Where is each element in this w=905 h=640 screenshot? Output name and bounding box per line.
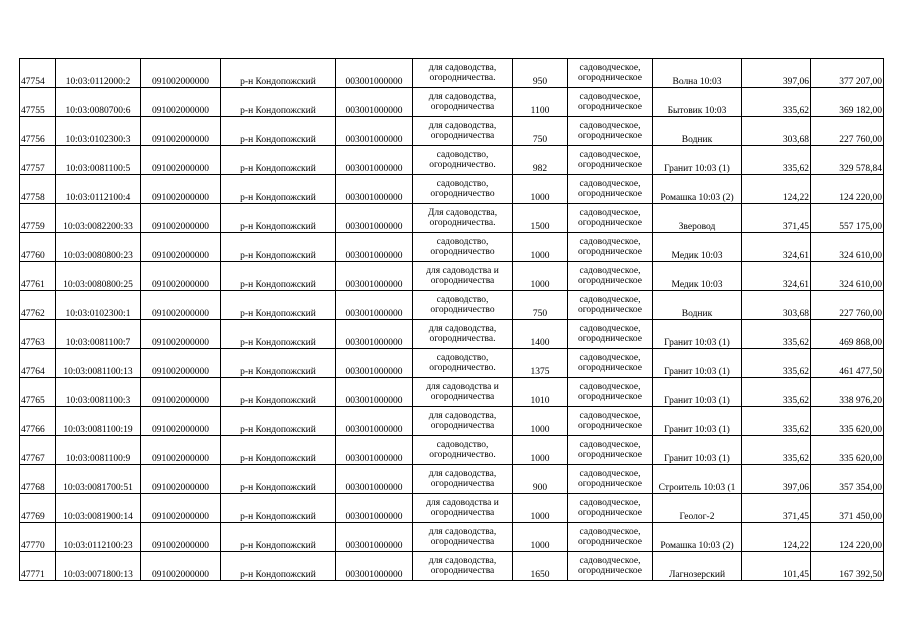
permitted-use-line-2: огородничества bbox=[430, 102, 495, 112]
area-cell: 1500 bbox=[513, 204, 568, 233]
table-row bbox=[20, 291, 884, 320]
usage-category-line-2: огородническое bbox=[577, 218, 643, 228]
district-cell: р-н Кондопожский bbox=[221, 146, 336, 175]
cadastral-number-cell: 10:03:0081100:7 bbox=[56, 320, 141, 349]
usage-category-cell bbox=[568, 117, 653, 146]
district-cell: р-н Кондопожский bbox=[221, 175, 336, 204]
cadastral-value-cell: 124 220,00 bbox=[811, 523, 884, 552]
record-number-cell: 47766 bbox=[20, 407, 56, 436]
okato-code-cell: 091002000000 bbox=[141, 320, 221, 349]
cadastral-value-cell: 324 610,00 bbox=[811, 262, 884, 291]
usage-category-cell bbox=[568, 494, 653, 523]
table-row bbox=[20, 349, 884, 378]
cadastral-value-cell: 324 610,00 bbox=[811, 233, 884, 262]
society-name-cell: Ромашка 10:03 (2) bbox=[653, 175, 742, 204]
permitted-use-cell bbox=[413, 175, 513, 204]
permitted-use-cell bbox=[413, 349, 513, 378]
table-row bbox=[20, 523, 884, 552]
usage-category-line-2: огородническое bbox=[577, 479, 643, 489]
specific-value-cell: 324,61 bbox=[742, 233, 811, 262]
district-cell: р-н Кондопожский bbox=[221, 465, 336, 494]
usage-category-line-2: огородническое bbox=[577, 334, 643, 344]
permitted-use-line-2: огородничества bbox=[430, 276, 495, 286]
specific-value-cell: 335,62 bbox=[742, 378, 811, 407]
permitted-use-line-1: для садоводства, bbox=[428, 411, 497, 421]
specific-value-cell: 371,45 bbox=[742, 494, 811, 523]
district-cell: р-н Кондопожский bbox=[221, 378, 336, 407]
permitted-use-line-2: огородничества bbox=[430, 131, 495, 141]
usage-category-cell bbox=[568, 320, 653, 349]
usage-category-cell bbox=[568, 378, 653, 407]
cadastral-number-cell: 10:03:0112000:2 bbox=[56, 59, 141, 88]
specific-value-cell: 324,61 bbox=[742, 262, 811, 291]
record-number-cell: 47755 bbox=[20, 88, 56, 117]
usage-category-line-2: огородническое bbox=[577, 276, 643, 286]
cadastral-number-cell: 10:03:0112100:4 bbox=[56, 175, 141, 204]
permitted-use-line-2: огородничества bbox=[430, 508, 495, 518]
category-code-cell: 003001000000 bbox=[336, 494, 413, 523]
permitted-use-cell bbox=[413, 378, 513, 407]
okato-code-cell: 091002000000 bbox=[141, 146, 221, 175]
usage-category-cell bbox=[568, 59, 653, 88]
usage-category-line-1: садоводческое, bbox=[579, 469, 641, 479]
society-name-cell: Медик 10:03 bbox=[653, 262, 742, 291]
usage-category-line-1: садоводческое, bbox=[579, 237, 641, 247]
permitted-use-cell bbox=[413, 291, 513, 320]
okato-code-cell: 091002000000 bbox=[141, 523, 221, 552]
table-row bbox=[20, 146, 884, 175]
specific-value-cell: 303,68 bbox=[742, 291, 811, 320]
record-number-cell: 47758 bbox=[20, 175, 56, 204]
usage-category-line-2: огородническое bbox=[577, 392, 643, 402]
usage-category-line-1: садоводческое, bbox=[579, 324, 641, 334]
usage-category-line-2: огородническое bbox=[577, 189, 643, 199]
usage-category-line-1: садоводческое, bbox=[579, 440, 641, 450]
record-number-cell: 47763 bbox=[20, 320, 56, 349]
record-number-cell: 47765 bbox=[20, 378, 56, 407]
permitted-use-line-2: огородничества. bbox=[429, 218, 496, 228]
usage-category-line-1: садоводческое, bbox=[579, 150, 641, 160]
usage-category-line-2: огородническое bbox=[577, 537, 643, 547]
usage-category-line-2: огородническое bbox=[577, 508, 643, 518]
permitted-use-line-1: для садоводства, bbox=[428, 324, 497, 334]
cadastral-number-cell: 10:03:0080800:25 bbox=[56, 262, 141, 291]
district-cell: р-н Кондопожский bbox=[221, 407, 336, 436]
category-code-cell: 003001000000 bbox=[336, 436, 413, 465]
permitted-use-line-2: огородничество bbox=[430, 305, 495, 315]
okato-code-cell: 091002000000 bbox=[141, 465, 221, 494]
permitted-use-line-1: садоводство, bbox=[436, 237, 489, 247]
okato-code-cell: 091002000000 bbox=[141, 494, 221, 523]
area-cell: 1100 bbox=[513, 88, 568, 117]
district-cell: р-н Кондопожский bbox=[221, 494, 336, 523]
specific-value-cell: 124,22 bbox=[742, 523, 811, 552]
usage-category-cell bbox=[568, 146, 653, 175]
category-code-cell: 003001000000 bbox=[336, 349, 413, 378]
society-name-cell: Гранит 10:03 (1) bbox=[653, 407, 742, 436]
usage-category-cell bbox=[568, 523, 653, 552]
category-code-cell: 003001000000 bbox=[336, 523, 413, 552]
district-cell: р-н Кондопожский bbox=[221, 523, 336, 552]
usage-category-line-1: садоводческое, bbox=[579, 63, 641, 73]
permitted-use-cell bbox=[413, 320, 513, 349]
cadastral-number-cell: 10:03:0112100:23 bbox=[56, 523, 141, 552]
usage-category-line-2: огородническое bbox=[577, 450, 643, 460]
specific-value-cell: 335,62 bbox=[742, 88, 811, 117]
cadastral-value-cell: 557 175,00 bbox=[811, 204, 884, 233]
usage-category-line-2: огородническое bbox=[577, 131, 643, 141]
usage-category-cell bbox=[568, 407, 653, 436]
specific-value-cell: 371,45 bbox=[742, 204, 811, 233]
society-name-cell: Гранит 10:03 (1) bbox=[653, 349, 742, 378]
permitted-use-line-1: для садоводства, bbox=[428, 527, 497, 537]
permitted-use-line-2: огородничества bbox=[430, 421, 495, 431]
usage-category-line-2: огородническое bbox=[577, 160, 643, 170]
society-name-cell: Геолог-2 bbox=[653, 494, 742, 523]
cadastral-number-cell: 10:03:0080800:23 bbox=[56, 233, 141, 262]
usage-category-cell bbox=[568, 175, 653, 204]
usage-category-cell bbox=[568, 291, 653, 320]
permitted-use-cell bbox=[413, 465, 513, 494]
area-cell: 1000 bbox=[513, 262, 568, 291]
category-code-cell: 003001000000 bbox=[336, 59, 413, 88]
society-name-cell: Гранит 10:03 (1) bbox=[653, 320, 742, 349]
usage-category-line-1: садоводческое, bbox=[579, 179, 641, 189]
permitted-use-line-1: садоводство, bbox=[436, 179, 489, 189]
permitted-use-line-1: для садоводства, bbox=[428, 63, 497, 73]
record-number-cell: 47769 bbox=[20, 494, 56, 523]
usage-category-cell bbox=[568, 88, 653, 117]
okato-code-cell: 091002000000 bbox=[141, 233, 221, 262]
society-name-cell: Водник bbox=[653, 117, 742, 146]
district-cell: р-н Кондопожский bbox=[221, 204, 336, 233]
permitted-use-cell bbox=[413, 146, 513, 175]
area-cell: 1650 bbox=[513, 552, 568, 581]
permitted-use-line-2: огородничества bbox=[430, 566, 495, 576]
district-cell: р-н Кондопожский bbox=[221, 117, 336, 146]
cadastral-value-cell: 371 450,00 bbox=[811, 494, 884, 523]
permitted-use-cell bbox=[413, 552, 513, 581]
permitted-use-line-1: для садоводства, bbox=[428, 556, 497, 566]
district-cell: р-н Кондопожский bbox=[221, 291, 336, 320]
permitted-use-line-1: садоводство, bbox=[436, 440, 489, 450]
usage-category-line-1: садоводческое, bbox=[579, 527, 641, 537]
okato-code-cell: 091002000000 bbox=[141, 175, 221, 204]
district-cell: р-н Кондопожский bbox=[221, 88, 336, 117]
okato-code-cell: 091002000000 bbox=[141, 204, 221, 233]
society-name-cell: Лагнозерский bbox=[653, 552, 742, 581]
category-code-cell: 003001000000 bbox=[336, 465, 413, 494]
cadastral-number-cell: 10:03:0081700:51 bbox=[56, 465, 141, 494]
society-name-cell: Строитель 10:03 (1 bbox=[653, 465, 742, 494]
district-cell: р-н Кондопожский bbox=[221, 436, 336, 465]
okato-code-cell: 091002000000 bbox=[141, 117, 221, 146]
table-row bbox=[20, 552, 884, 581]
society-name-cell: Медик 10:03 bbox=[653, 233, 742, 262]
usage-category-cell bbox=[568, 262, 653, 291]
area-cell: 1000 bbox=[513, 436, 568, 465]
area-cell: 750 bbox=[513, 291, 568, 320]
permitted-use-line-2: огородничество. bbox=[429, 450, 496, 460]
specific-value-cell: 397,06 bbox=[742, 465, 811, 494]
category-code-cell: 003001000000 bbox=[336, 552, 413, 581]
table-row bbox=[20, 465, 884, 494]
usage-category-line-2: огородническое bbox=[577, 566, 643, 576]
cadastral-value-cell: 377 207,00 bbox=[811, 59, 884, 88]
usage-category-line-1: садоводческое, bbox=[579, 556, 641, 566]
usage-category-cell bbox=[568, 349, 653, 378]
area-cell: 1000 bbox=[513, 175, 568, 204]
category-code-cell: 003001000000 bbox=[336, 320, 413, 349]
usage-category-line-2: огородническое bbox=[577, 102, 643, 112]
permitted-use-line-1: для садоводства и bbox=[426, 382, 499, 392]
area-cell: 1375 bbox=[513, 349, 568, 378]
area-cell: 1010 bbox=[513, 378, 568, 407]
usage-category-line-2: огородническое bbox=[577, 305, 643, 315]
table-row bbox=[20, 117, 884, 146]
area-cell: 1000 bbox=[513, 523, 568, 552]
permitted-use-line-1: для садоводства, bbox=[428, 121, 497, 131]
specific-value-cell: 335,62 bbox=[742, 349, 811, 378]
usage-category-line-2: огородническое bbox=[577, 421, 643, 431]
cadastral-value-cell: 124 220,00 bbox=[811, 175, 884, 204]
okato-code-cell: 091002000000 bbox=[141, 436, 221, 465]
permitted-use-cell bbox=[413, 262, 513, 291]
society-name-cell: Гранит 10:03 (1) bbox=[653, 146, 742, 175]
society-name-cell: Бытовик 10:03 bbox=[653, 88, 742, 117]
record-number-cell: 47767 bbox=[20, 436, 56, 465]
cadastral-number-cell: 10:03:0081100:9 bbox=[56, 436, 141, 465]
usage-category-line-1: садоводческое, bbox=[579, 411, 641, 421]
table-row bbox=[20, 204, 884, 233]
district-cell: р-н Кондопожский bbox=[221, 552, 336, 581]
category-code-cell: 003001000000 bbox=[336, 407, 413, 436]
society-name-cell: Гранит 10:03 (1) bbox=[653, 378, 742, 407]
table-row bbox=[20, 407, 884, 436]
cadastral-number-cell: 10:03:0082200:33 bbox=[56, 204, 141, 233]
permitted-use-line-1: для садоводства и bbox=[426, 266, 499, 276]
permitted-use-cell bbox=[413, 407, 513, 436]
okato-code-cell: 091002000000 bbox=[141, 378, 221, 407]
table-row bbox=[20, 494, 884, 523]
specific-value-cell: 335,62 bbox=[742, 407, 811, 436]
permitted-use-line-2: огородничество bbox=[430, 247, 495, 257]
permitted-use-line-2: огородничество bbox=[430, 189, 495, 199]
category-code-cell: 003001000000 bbox=[336, 204, 413, 233]
permitted-use-line-1: садоводство, bbox=[436, 353, 489, 363]
permitted-use-line-2: огородничество. bbox=[429, 160, 496, 170]
table-row bbox=[20, 320, 884, 349]
usage-category-line-1: садоводческое, bbox=[579, 382, 641, 392]
usage-category-line-2: огородническое bbox=[577, 247, 643, 257]
permitted-use-cell bbox=[413, 59, 513, 88]
permitted-use-cell bbox=[413, 494, 513, 523]
permitted-use-cell bbox=[413, 88, 513, 117]
specific-value-cell: 335,62 bbox=[742, 436, 811, 465]
cadastral-number-cell: 10:03:0081100:13 bbox=[56, 349, 141, 378]
permitted-use-cell bbox=[413, 117, 513, 146]
society-name-cell: Ромашка 10:03 (2) bbox=[653, 523, 742, 552]
district-cell: р-н Кондопожский bbox=[221, 59, 336, 88]
society-name-cell: Гранит 10:03 (1) bbox=[653, 436, 742, 465]
okato-code-cell: 091002000000 bbox=[141, 407, 221, 436]
usage-category-line-1: садоводческое, bbox=[579, 92, 641, 102]
record-number-cell: 47754 bbox=[20, 59, 56, 88]
cadastral-number-cell: 10:03:0081100:3 bbox=[56, 378, 141, 407]
table-row bbox=[20, 175, 884, 204]
permitted-use-line-1: садоводство, bbox=[436, 150, 489, 160]
record-number-cell: 47757 bbox=[20, 146, 56, 175]
area-cell: 1400 bbox=[513, 320, 568, 349]
usage-category-line-1: садоводческое, bbox=[579, 498, 641, 508]
cadastral-value-cell: 335 620,00 bbox=[811, 436, 884, 465]
cadastral-value-cell: 329 578,84 bbox=[811, 146, 884, 175]
cadastral-value-cell: 227 760,00 bbox=[811, 291, 884, 320]
cadastral-number-cell: 10:03:0081100:19 bbox=[56, 407, 141, 436]
cadastral-value-cell: 167 392,50 bbox=[811, 552, 884, 581]
permitted-use-line-1: для садоводства, bbox=[428, 469, 497, 479]
permitted-use-line-2: огородничества bbox=[430, 537, 495, 547]
cadastral-number-cell: 10:03:0081900:14 bbox=[56, 494, 141, 523]
society-name-cell: Зверовод bbox=[653, 204, 742, 233]
cadastral-value-cell: 338 976,20 bbox=[811, 378, 884, 407]
cadastral-value-cell: 335 620,00 bbox=[811, 407, 884, 436]
district-cell: р-н Кондопожский bbox=[221, 233, 336, 262]
specific-value-cell: 124,22 bbox=[742, 175, 811, 204]
usage-category-line-2: огородническое bbox=[577, 363, 643, 373]
permitted-use-line-1: садоводство, bbox=[436, 295, 489, 305]
permitted-use-cell bbox=[413, 204, 513, 233]
record-number-cell: 47756 bbox=[20, 117, 56, 146]
category-code-cell: 003001000000 bbox=[336, 291, 413, 320]
table-row bbox=[20, 378, 884, 407]
okato-code-cell: 091002000000 bbox=[141, 291, 221, 320]
area-cell: 1000 bbox=[513, 233, 568, 262]
permitted-use-line-2: огородничества bbox=[430, 479, 495, 489]
cadastral-value-cell: 369 182,00 bbox=[811, 88, 884, 117]
district-cell: р-н Кондопожский bbox=[221, 320, 336, 349]
area-cell: 1000 bbox=[513, 494, 568, 523]
permitted-use-line-1: для садоводства и bbox=[426, 498, 499, 508]
permitted-use-cell bbox=[413, 436, 513, 465]
specific-value-cell: 397,06 bbox=[742, 59, 811, 88]
table-row bbox=[20, 436, 884, 465]
permitted-use-line-1: для садоводства, bbox=[428, 92, 497, 102]
category-code-cell: 003001000000 bbox=[336, 262, 413, 291]
category-code-cell: 003001000000 bbox=[336, 88, 413, 117]
cadastral-number-cell: 10:03:0102300:1 bbox=[56, 291, 141, 320]
record-number-cell: 47761 bbox=[20, 262, 56, 291]
okato-code-cell: 091002000000 bbox=[141, 88, 221, 117]
record-number-cell: 47770 bbox=[20, 523, 56, 552]
usage-category-line-1: садоводческое, bbox=[579, 266, 641, 276]
record-number-cell: 47764 bbox=[20, 349, 56, 378]
category-code-cell: 003001000000 bbox=[336, 175, 413, 204]
usage-category-cell bbox=[568, 233, 653, 262]
record-number-cell: 47771 bbox=[20, 552, 56, 581]
record-number-cell: 47768 bbox=[20, 465, 56, 494]
usage-category-line-1: садоводческое, bbox=[579, 208, 641, 218]
district-cell: р-н Кондопожский bbox=[221, 349, 336, 378]
land-plots-table bbox=[19, 58, 884, 581]
cadastral-value-cell: 357 354,00 bbox=[811, 465, 884, 494]
usage-category-cell bbox=[568, 436, 653, 465]
okato-code-cell: 091002000000 bbox=[141, 59, 221, 88]
okato-code-cell: 091002000000 bbox=[141, 262, 221, 291]
usage-category-line-1: садоводческое, bbox=[579, 121, 641, 131]
table-row bbox=[20, 262, 884, 291]
society-name-cell: Водник bbox=[653, 291, 742, 320]
cadastral-number-cell: 10:03:0080700:6 bbox=[56, 88, 141, 117]
usage-category-line-1: садоводческое, bbox=[579, 295, 641, 305]
specific-value-cell: 335,62 bbox=[742, 146, 811, 175]
permitted-use-line-2: огородничества. bbox=[429, 334, 496, 344]
table-row bbox=[20, 59, 884, 88]
usage-category-line-1: садоводческое, bbox=[579, 353, 641, 363]
permitted-use-line-2: огородничество. bbox=[429, 363, 496, 373]
record-number-cell: 47762 bbox=[20, 291, 56, 320]
table-row bbox=[20, 233, 884, 262]
usage-category-line-2: огородническое bbox=[577, 73, 643, 83]
area-cell: 900 bbox=[513, 465, 568, 494]
table-row bbox=[20, 88, 884, 117]
area-cell: 750 bbox=[513, 117, 568, 146]
area-cell: 982 bbox=[513, 146, 568, 175]
cadastral-value-cell: 461 477,50 bbox=[811, 349, 884, 378]
specific-value-cell: 101,45 bbox=[742, 552, 811, 581]
cadastral-number-cell: 10:03:0071800:13 bbox=[56, 552, 141, 581]
okato-code-cell: 091002000000 bbox=[141, 552, 221, 581]
cadastral-number-cell: 10:03:0102300:3 bbox=[56, 117, 141, 146]
category-code-cell: 003001000000 bbox=[336, 233, 413, 262]
district-cell: р-н Кондопожский bbox=[221, 262, 336, 291]
cadastral-value-cell: 469 868,00 bbox=[811, 320, 884, 349]
usage-category-cell bbox=[568, 204, 653, 233]
permitted-use-line-2: огородничества bbox=[430, 392, 495, 402]
permitted-use-cell bbox=[413, 233, 513, 262]
area-cell: 1000 bbox=[513, 407, 568, 436]
area-cell: 950 bbox=[513, 59, 568, 88]
record-number-cell: 47759 bbox=[20, 204, 56, 233]
permitted-use-line-2: огородничества. bbox=[429, 73, 496, 83]
category-code-cell: 003001000000 bbox=[336, 146, 413, 175]
permitted-use-line-1: Для садоводства, bbox=[427, 208, 498, 218]
table-body bbox=[20, 59, 884, 581]
okato-code-cell: 091002000000 bbox=[141, 349, 221, 378]
society-name-cell: Волна 10:03 bbox=[653, 59, 742, 88]
record-number-cell: 47760 bbox=[20, 233, 56, 262]
cadastral-value-cell: 227 760,00 bbox=[811, 117, 884, 146]
specific-value-cell: 303,68 bbox=[742, 117, 811, 146]
category-code-cell: 003001000000 bbox=[336, 117, 413, 146]
category-code-cell: 003001000000 bbox=[336, 378, 413, 407]
usage-category-cell bbox=[568, 465, 653, 494]
cadastral-number-cell: 10:03:0081100:5 bbox=[56, 146, 141, 175]
specific-value-cell: 335,62 bbox=[742, 320, 811, 349]
permitted-use-cell bbox=[413, 523, 513, 552]
usage-category-cell bbox=[568, 552, 653, 581]
